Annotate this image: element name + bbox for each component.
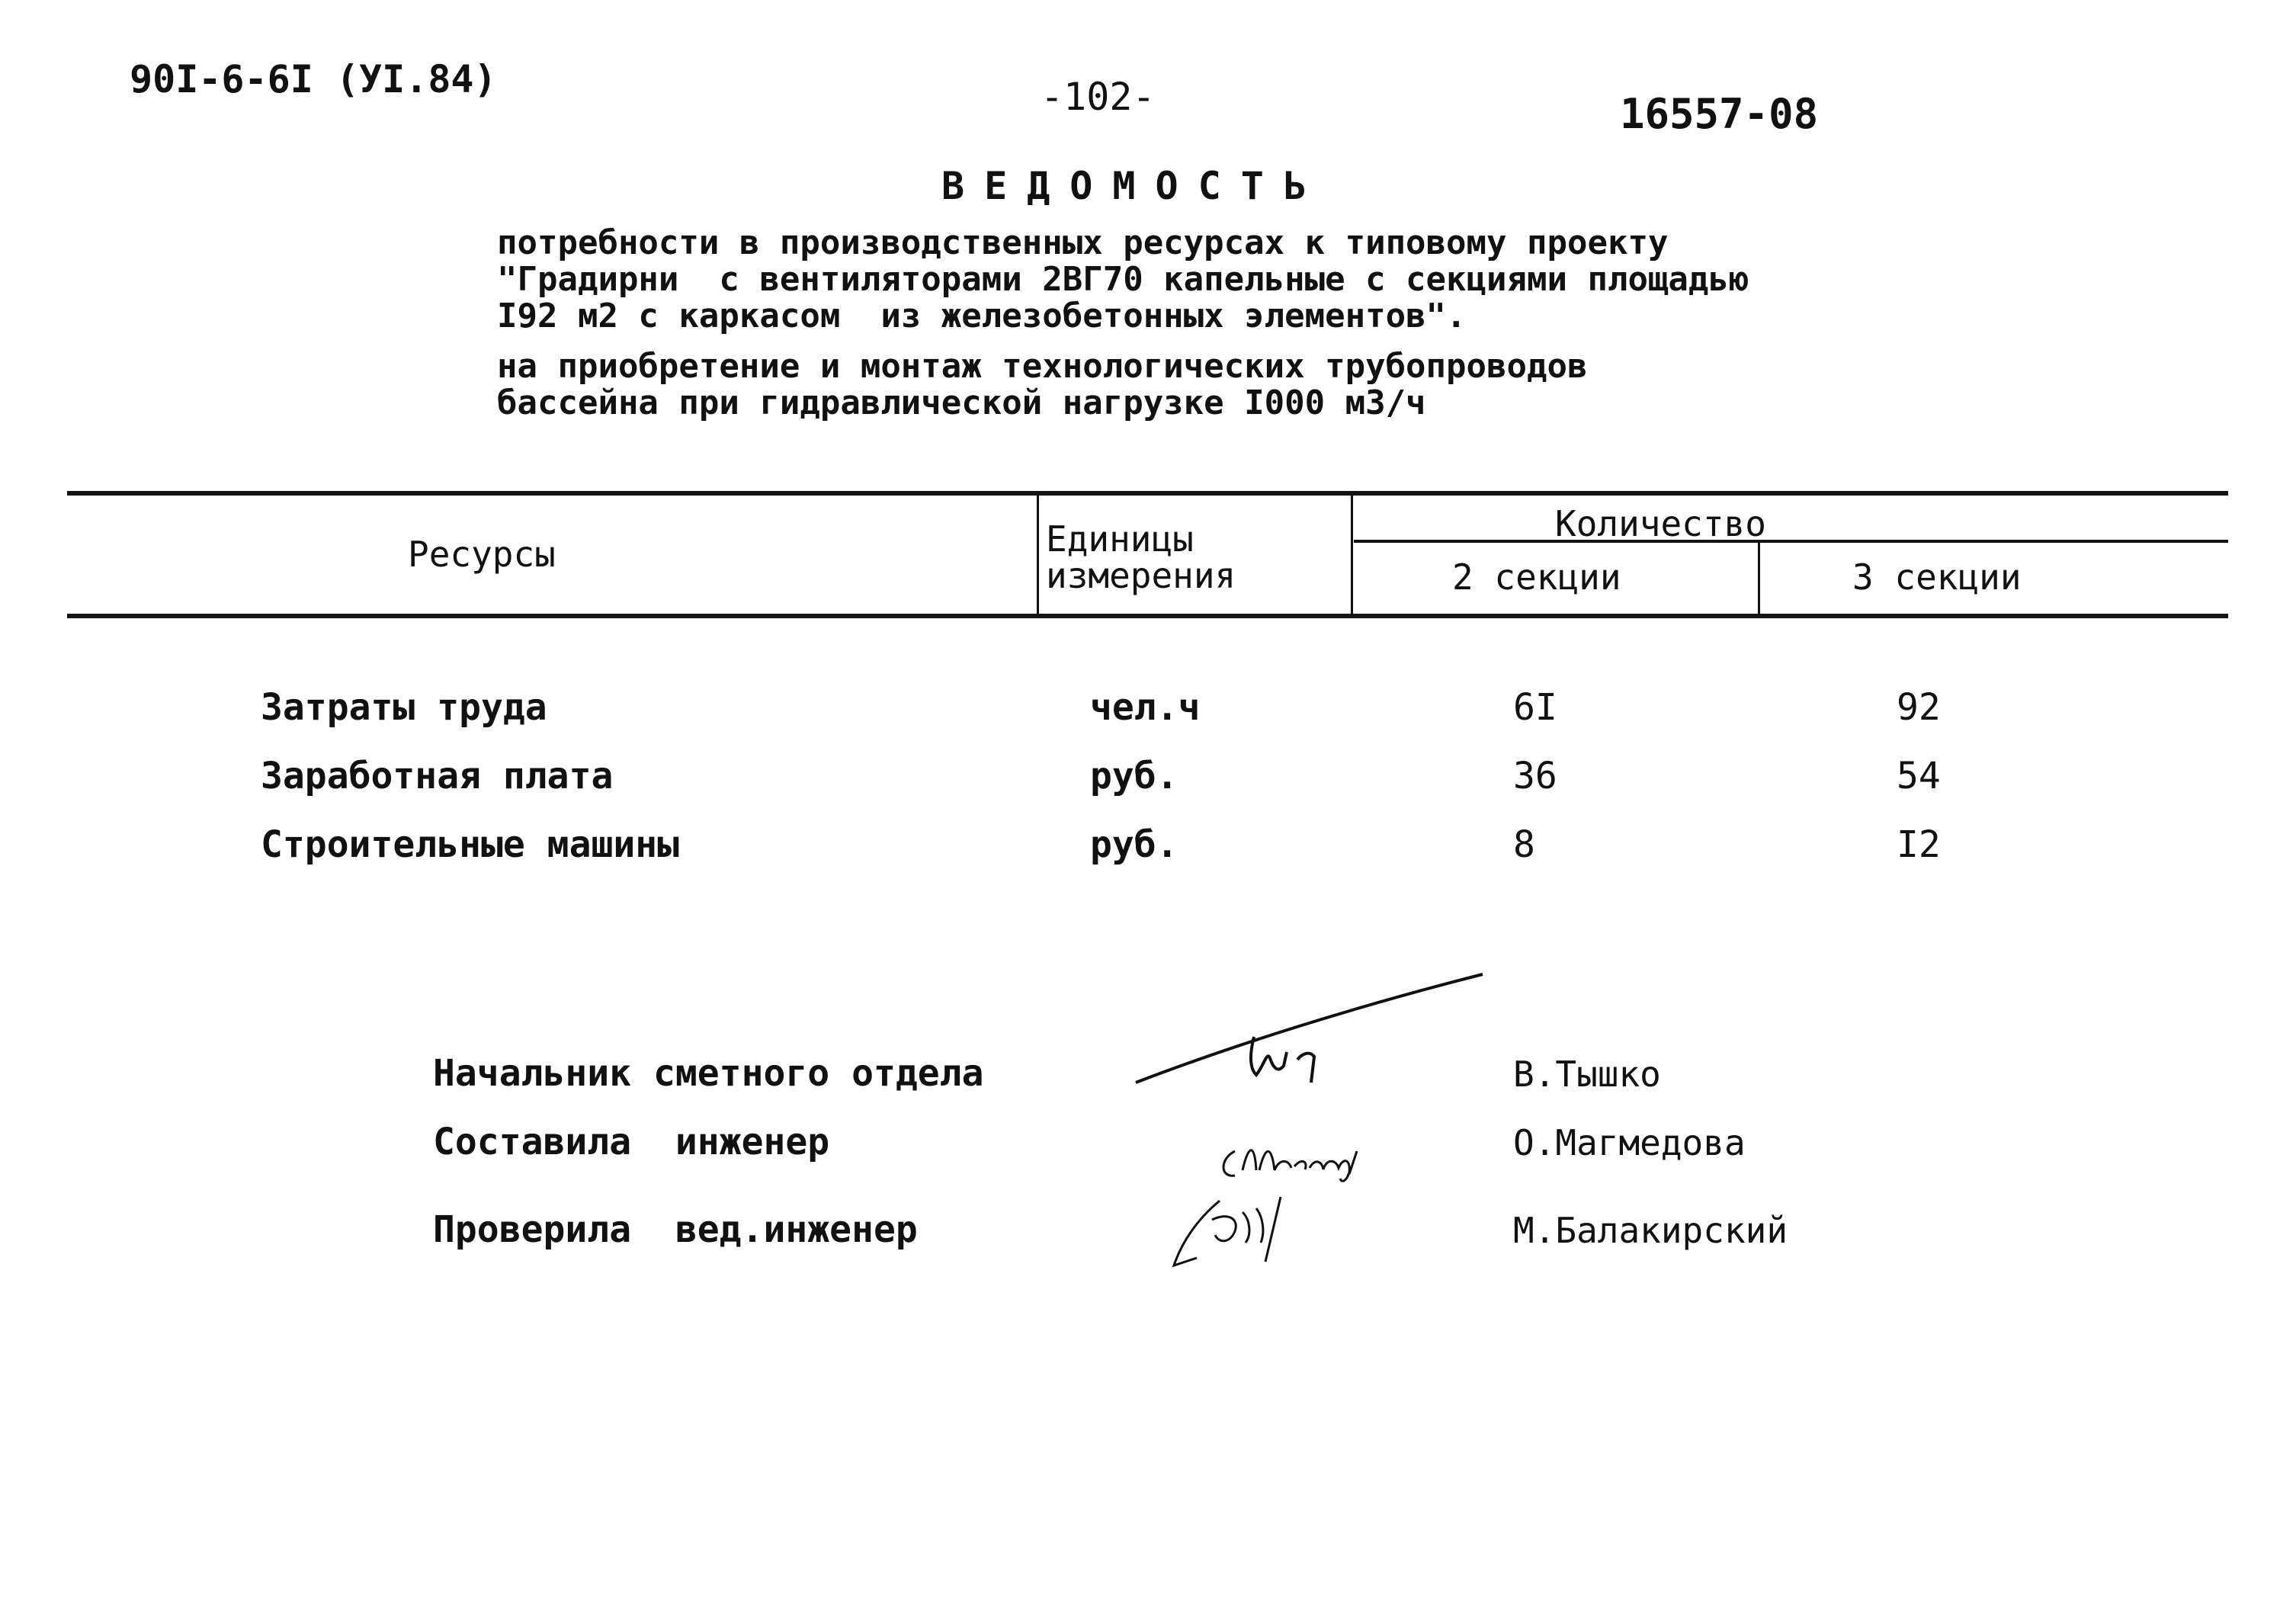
row-resource: Строительные машины [261,823,680,866]
row-unit: руб. [1090,823,1178,866]
column-header-3-sections: 3 секции [1852,557,2022,598]
table-top-rule [67,491,2228,496]
row-qty-3: 92 [1897,686,1941,729]
column-header-resources: Ресурсы [408,534,556,575]
row-resource: Затраты труда [261,686,547,729]
page-number: -102- [1041,75,1156,119]
row-qty-2: 8 [1513,823,1535,866]
table-header-bottom-rule [67,614,2228,618]
signatory-name-checker: М.Балакирский [1513,1210,1788,1251]
document-code: 90I-6-6I (УI.84) [130,57,497,101]
subtitle-line-1: потребности в производственных ресурсах к типовому проекту [497,223,1669,262]
subtitle-line-3: I92 м2 с каркасом из железобетонных элементов". [497,297,1467,335]
handwritten-signature-checker [1166,1189,1319,1273]
subtitle-line-4: на приобретение и монтаж технологических трубопроводов [497,347,1588,386]
archive-number: 16557-08 [1620,90,1819,138]
table-divider-units [1037,496,1039,616]
row-qty-3: I2 [1897,823,1941,866]
row-qty-3: 54 [1897,755,1941,797]
table-divider-sections [1758,543,1760,616]
handwritten-signature-compiler [1212,1128,1441,1197]
subtitle-line-5: бассейна при гидравлической нагрузке I000 м3/ч [497,383,1426,422]
column-header-units-line1: Единицы [1046,518,1194,560]
column-header-units-line2: измерения [1046,555,1236,596]
row-resource: Заработная плата [261,755,614,797]
table-divider-quantity [1351,496,1353,616]
table-quantity-rule [1354,540,2228,543]
signatory-name-chief: В.Тышко [1513,1054,1661,1095]
row-unit: чел.ч [1090,686,1201,729]
signatory-position-chief: Начальник сметного отдела [433,1052,984,1095]
document-title: ВЕДОМОСТЬ [941,164,1326,208]
handwritten-signature-chief [1128,968,1494,1105]
signatory-name-compiler: О.Магмедова [1513,1122,1746,1163]
row-qty-2: 36 [1513,755,1557,797]
signatory-position-compiler: Составила инженер [433,1121,830,1163]
subtitle-line-2: "Градирни с вентиляторами 2ВГ70 капельные с секциями площадью [497,260,1749,299]
row-qty-2: 6I [1513,686,1557,729]
signatory-position-checker: Проверила вед.инженер [433,1208,918,1251]
column-header-2-sections: 2 секции [1452,557,1621,598]
row-unit: руб. [1090,755,1178,797]
column-header-quantity: Количество [1555,503,1766,544]
